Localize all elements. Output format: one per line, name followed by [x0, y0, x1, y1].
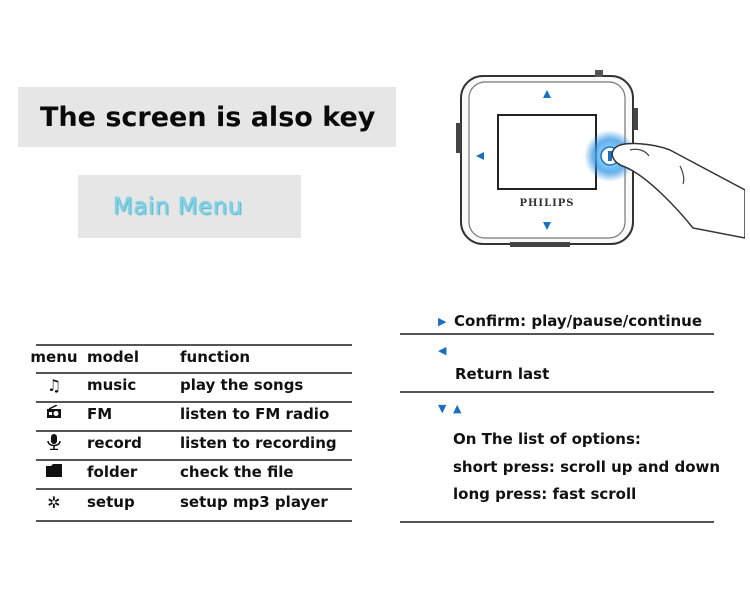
- confirm-text: Confirm: play/pause/continue: [454, 312, 702, 330]
- left-arrow-icon: ◀: [438, 344, 447, 357]
- table-row: [30, 493, 352, 519]
- row-model: setup: [87, 493, 135, 511]
- down-arrow-icon: ▼: [438, 402, 447, 415]
- short-press-text: short press: scroll up and down: [453, 458, 721, 476]
- return-text: Return last: [455, 365, 550, 383]
- main-menu-banner: [78, 175, 301, 238]
- title-text: The screen is also key: [40, 101, 376, 133]
- key-instructions-panel: [398, 300, 721, 530]
- title-banner: [18, 87, 396, 147]
- mp3-player-illustration: [455, 68, 745, 248]
- long-press-text: long press: fast scroll: [453, 485, 637, 503]
- right-arrow-icon: ▶: [438, 315, 447, 328]
- table-row: [30, 463, 352, 489]
- main-menu-label: Main Menu: [113, 193, 243, 220]
- up-arrow-icon: ▲: [453, 402, 462, 415]
- list-options-text: On The list of options:: [453, 430, 641, 448]
- music-note-icon: ♫: [46, 376, 62, 395]
- brand-logo: PHILIPS: [519, 198, 575, 209]
- folder-icon: [30, 463, 78, 481]
- table-header-row: [30, 348, 352, 374]
- row-model: record: [87, 434, 142, 452]
- row-function: listen to FM radio: [180, 405, 330, 423]
- microphone-icon: [30, 434, 78, 454]
- gear-icon: ✲: [47, 493, 61, 512]
- header-model: model: [87, 348, 139, 366]
- table-row: [30, 376, 352, 402]
- row-function: listen to recording: [180, 434, 337, 452]
- row-model: folder: [87, 463, 138, 481]
- row-model: FM: [87, 405, 113, 423]
- row-function: play the songs: [180, 376, 304, 394]
- row-function: check the file: [180, 463, 294, 481]
- header-function: function: [180, 348, 251, 366]
- player-screen: [498, 115, 596, 189]
- header-menu: menu: [30, 348, 78, 366]
- row-function: setup mp3 player: [180, 493, 328, 511]
- radio-icon: [30, 405, 78, 423]
- table-row: [30, 405, 352, 431]
- row-model: music: [87, 376, 137, 394]
- table-row: [30, 434, 352, 460]
